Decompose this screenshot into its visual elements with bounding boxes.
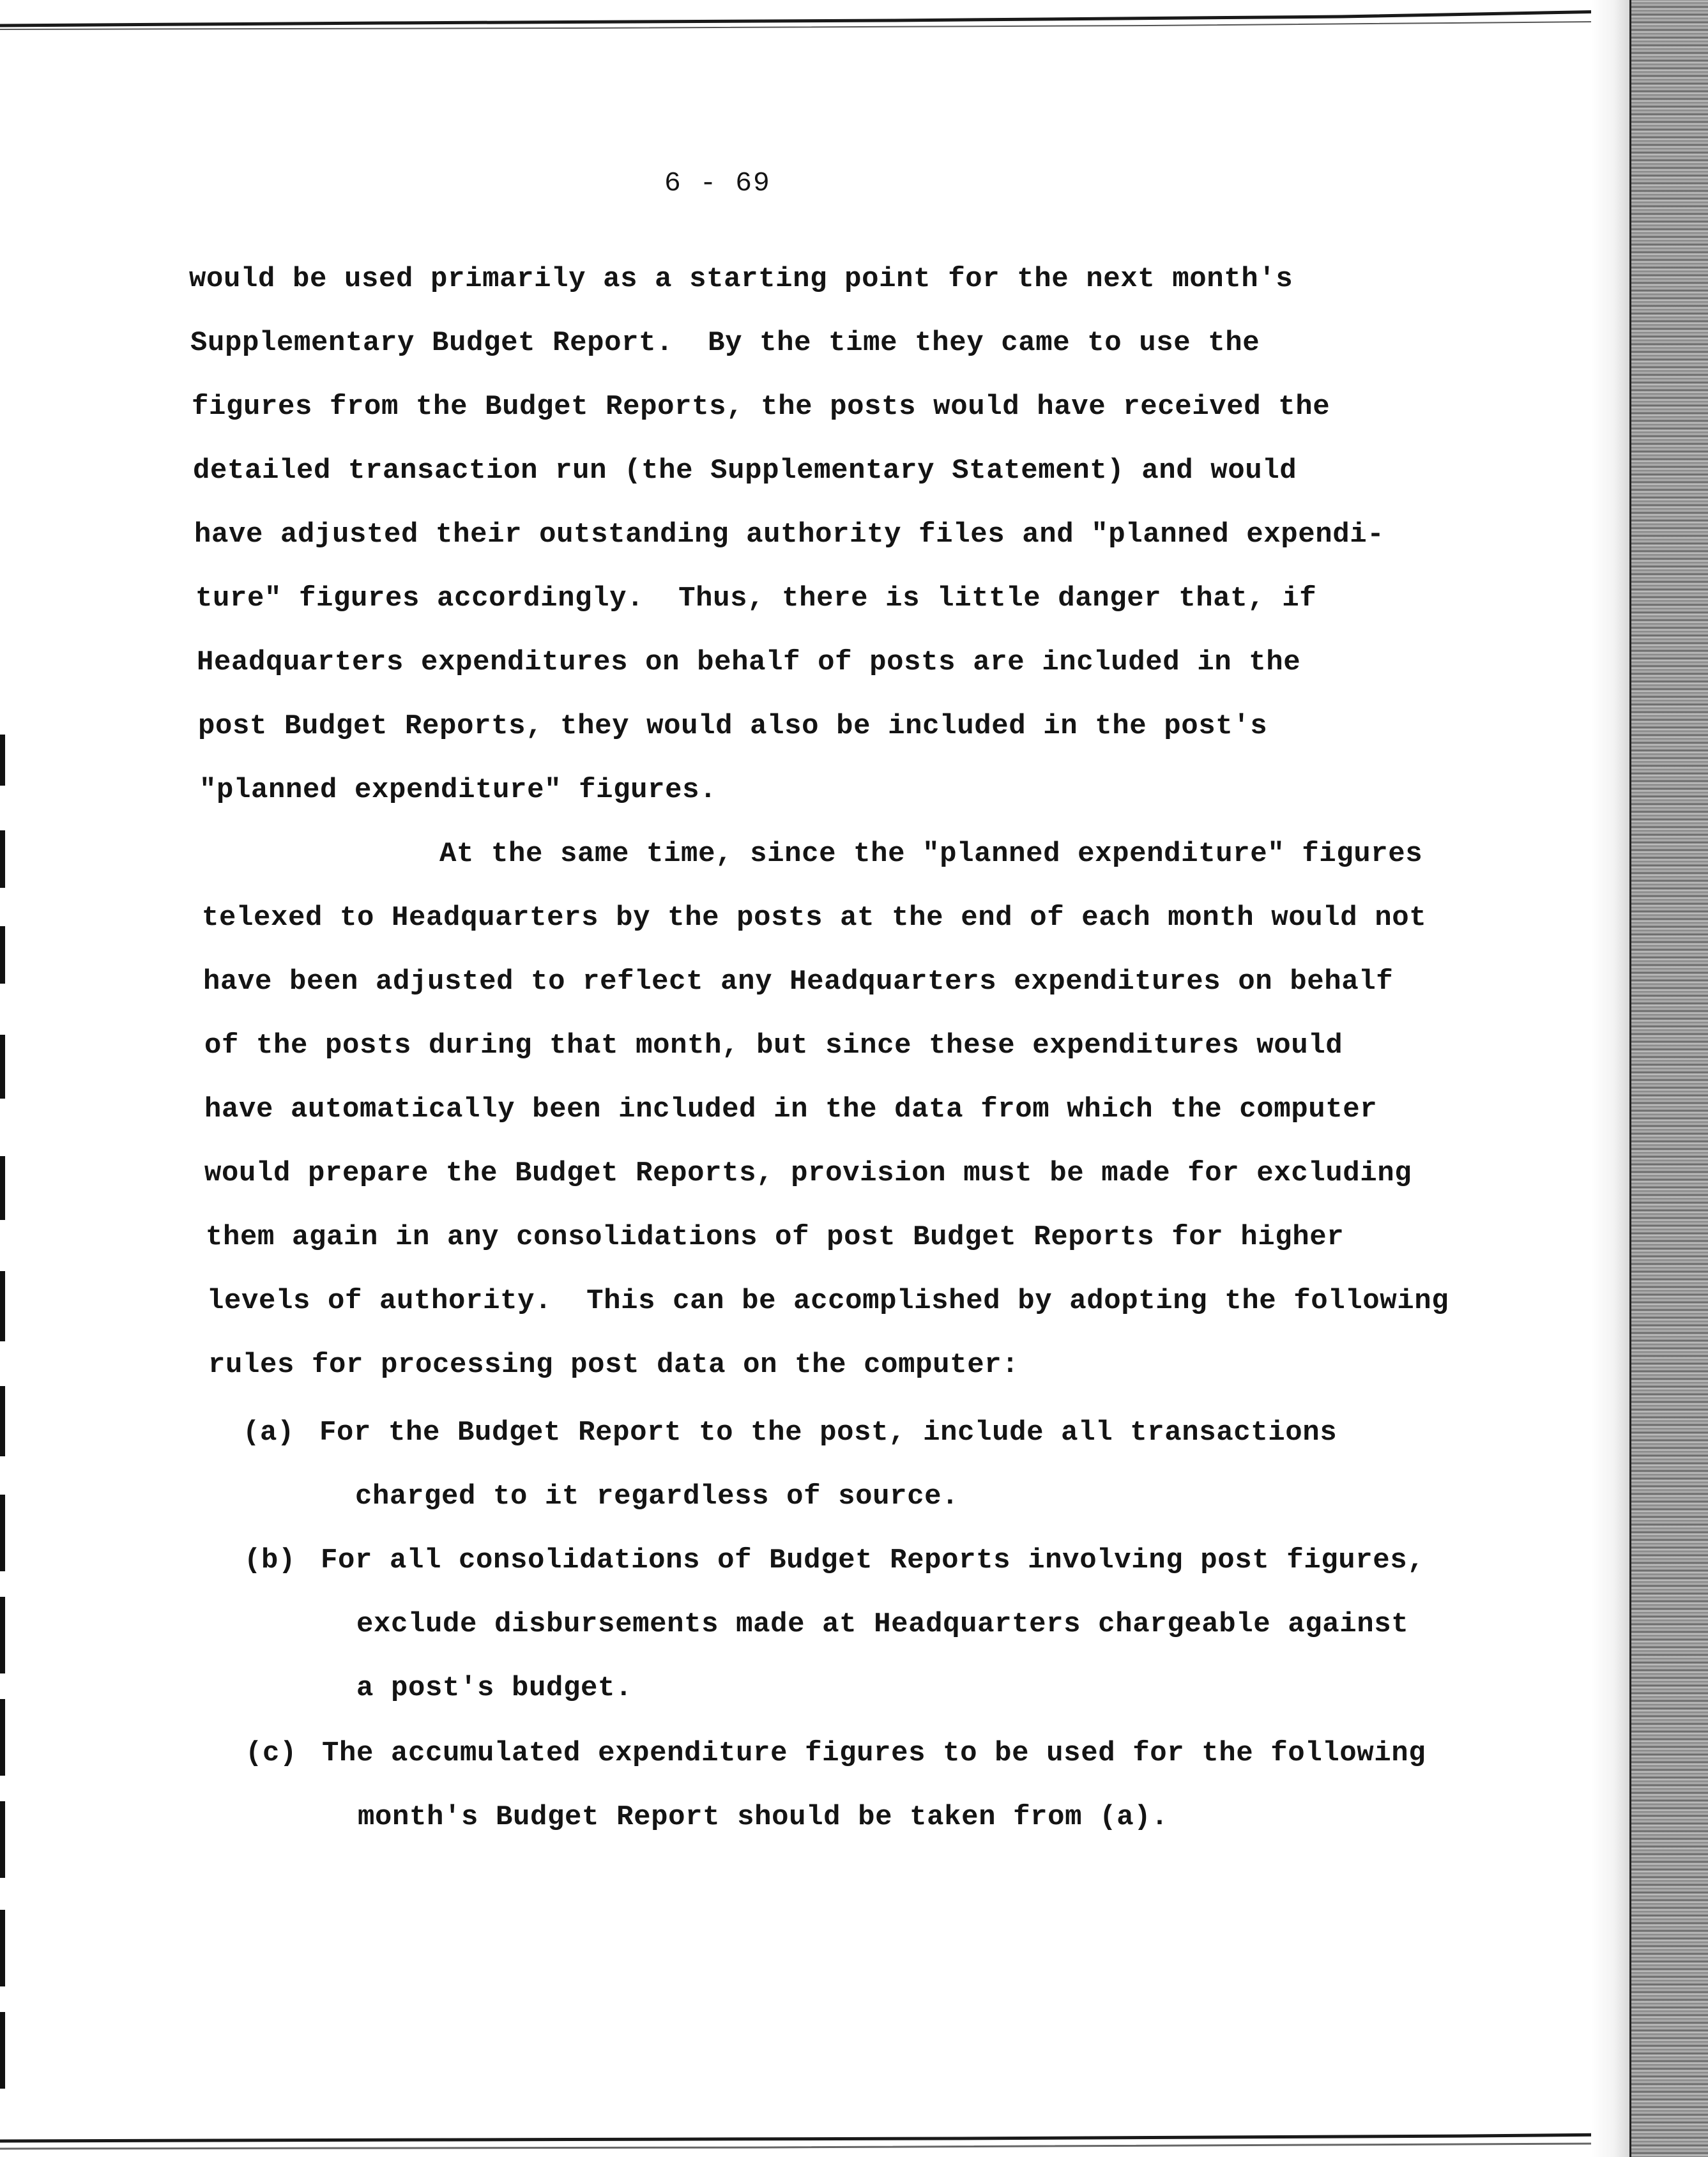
rule-marker: (c) (245, 1737, 298, 1769)
page-binding-edge (1591, 0, 1631, 2157)
rule-marker: (b) (244, 1544, 296, 1576)
rule-line: The accumulated expenditure figures to be used for the following (322, 1737, 1426, 1769)
body-line: post Budget Reports, they would also be included in the post's (198, 710, 1268, 742)
page-number: 6 - 69 (664, 167, 771, 199)
page-binding-shadow (1631, 0, 1708, 2157)
body-line: detailed transaction run (the Supplementary Statement) and would (193, 455, 1297, 487)
body-line: rules for processing post data on the computer: (208, 1349, 1019, 1381)
body-line: Headquarters expenditures on behalf of posts are included in the (197, 646, 1301, 678)
body-line: figures from the Budget Reports, the posts would have received the (192, 391, 1331, 423)
rule-line: exclude disbursements made at Headquarters chargeable against (356, 1608, 1409, 1640)
rule-line: For the Budget Report to the post, include all transactions (319, 1417, 1338, 1449)
body-line: levels of authority. This can be accomplished by adopting the following (207, 1285, 1449, 1317)
rule-line: month's Budget Report should be taken from (a). (358, 1801, 1169, 1833)
body-line: would prepare the Budget Reports, provision must be made for excluding (204, 1157, 1412, 1189)
scan-bottom-edge (0, 2121, 1708, 2157)
body-line: Supplementary Budget Report. By the time they came to use the (190, 327, 1260, 359)
body-line: telexed to Headquarters by the posts at the end of each month would not (202, 902, 1427, 934)
rule-line: a post's budget. (356, 1672, 633, 1704)
body-line: of the posts during that month, but since these expenditures would (204, 1030, 1343, 1062)
body-line: would be used primarily as a starting point for the next month's (189, 263, 1293, 295)
body-line: have adjusted their outstanding authority files and "planned expendi- (194, 519, 1385, 551)
body-line: ture" figures accordingly. Thus, there is little danger that, if (195, 583, 1317, 614)
body-line: At the same time, since the "planned expenditure" figures (439, 838, 1423, 870)
body-line: have automatically been included in the data from which the computer (204, 1094, 1378, 1125)
rule-marker: (a) (243, 1417, 295, 1449)
left-margin-marks (0, 0, 10, 2157)
rule-line: charged to it regardless of source. (355, 1481, 959, 1513)
scan-top-edge (0, 0, 1708, 33)
rule-line: For all consolidations of Budget Reports involving post figures, (321, 1544, 1425, 1576)
body-line: them again in any consolidations of post Budget Reports for higher (206, 1221, 1345, 1253)
body-line: have been adjusted to reflect any Headquarters expenditures on behalf (203, 966, 1394, 998)
body-line: "planned expenditure" figures. (199, 774, 717, 806)
